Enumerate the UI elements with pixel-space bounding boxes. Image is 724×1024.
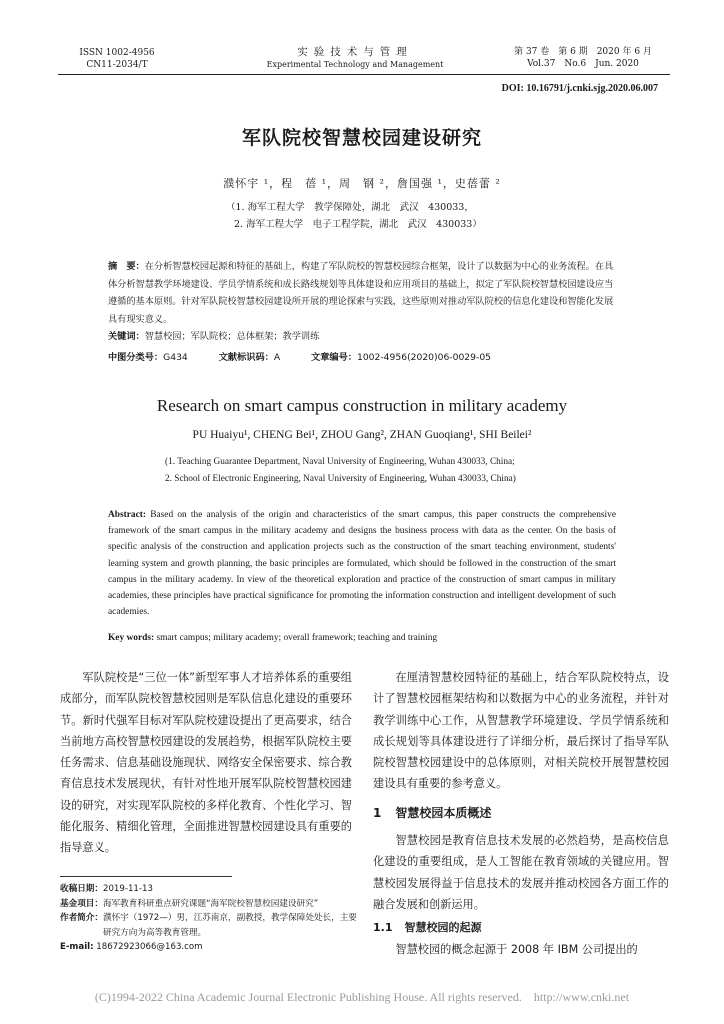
section-1-number: 1	[373, 805, 382, 820]
issue-en: Vol.37 No.6 Jun. 2020	[527, 59, 639, 69]
issn: ISSN 1002-4956	[79, 48, 155, 58]
paper-title-cn: 军队院校智慧校园建设研究	[241, 127, 482, 149]
affiliation-cn-2: 2. 海军工程大学 电子工程学院，湖北 武汉 430033）	[234, 219, 482, 230]
subsection-1-1-heading	[373, 917, 669, 938]
clc-label: 中图分类号：	[108, 352, 164, 363]
email-label: E-mail:	[60, 942, 94, 953]
abstract-cn-text: 在分析智慧校园起源和特征的基础上，构建了军队院校的智慧校园综合框架，设计了以数据为中心的业务流程。在具体分析智慧教学环境建设、学员学情系统和成长路线规划等具体建设和应用项目的基础上，拟定了军队院校智慧校园建设应当遵循的基本原则。针对军队院校智慧校园建设所开展的理论探索与实践，这些原则对推动军队院校的信息化建设和智能化发展具有现实意义。	[108, 261, 614, 325]
section-1-paragraph: 智慧校园是教育信息技术发展的必然趋势，是高校信息化建设的重要组成，是人工智能在教育领域的关键应用。智慧校园发展得益于信息技术的发展并推动校园各方面工作的融合发展和创新运用。	[373, 834, 669, 911]
keywords-cn: 智慧校园；军队院校；总体框架；教学训练	[144, 331, 320, 342]
affiliations-cn	[226, 199, 586, 233]
section-1-heading	[373, 803, 669, 824]
journal-name	[240, 46, 470, 70]
intro-paragraph: 军队院校是“三位一体”新型军事人才培养体系的重要组成部分，而军队院校智慧校园则是军队信息化建设的重要环节。新时代强军目标对军队院校建设提出了更高要求，结合当前地方高校智慧校园建设的发展趋势，根据军队院校主要任务需求、信息基础设施现状、网络安全保密要求、综合教育信息技术发展现状，有针对性地开展军队院校智慧校园建设的研究，对实现军队院校的多样化教育、个性化学习、智能化服务、精细化管理，全面推进智慧校园建设具有重要的指导意义。	[60, 671, 352, 855]
affiliation-en-2: 2. School of Electronic Engineering, Naval University of Engineering, Wuhan 430033, China)	[165, 474, 516, 484]
journal-name-cn: 实验技术与管理	[297, 46, 413, 58]
affiliation-en-1: (1. Teaching Guarantee Department, Naval University of Engineering, Wuhan 430033, China;	[165, 457, 515, 467]
overview-paragraph: 在厘清智慧校园特征的基础上，结合军队院校特点，设计了智慧校园框架结构和以数据为中心的业务流程，并针对教学训练中心工作，从智慧教学环境建设、学员学情系统和成长规划等具体建设进行了详细分析，最后探讨了指导军队院校智慧校园建设中的总体原则，对相关院校开展智慧校园建设具有重要的参考意义。	[373, 671, 669, 791]
doc-code-value: A	[273, 352, 281, 363]
keywords-en-line	[108, 633, 616, 643]
article-no-label: 文章编号：	[311, 352, 357, 363]
abstract-cn	[108, 258, 618, 346]
abstract-en-label: Abstract:	[108, 510, 147, 520]
section-1-title: 智慧校园本质概述	[395, 805, 492, 820]
received-label: 收稿日期：	[60, 884, 103, 894]
authors-en: PU Huaiyu¹, CHENG Bei¹, ZHOU Gang², ZHAN Guoqiang¹, SHI Beilei²	[192, 429, 532, 441]
header-divider	[58, 74, 670, 75]
fund-label: 基金项目：	[60, 898, 103, 909]
abstract-en	[108, 507, 616, 620]
body-left-column	[60, 667, 352, 859]
keywords-cn-label: 关键词：	[108, 331, 145, 342]
keywords-en: smart campus; military academy; overall framework; teaching and training	[156, 633, 438, 643]
journal-identifiers	[62, 47, 172, 71]
journal-name-en: Experimental Technology and Management	[266, 60, 444, 69]
cn-number: CN11-2034/T	[86, 60, 148, 70]
email-address[interactable]: 18672923066@163.com	[96, 942, 203, 953]
author-bio-label: 作者简介：	[60, 913, 103, 924]
doc-code-label: 文献标识码：	[218, 352, 274, 363]
fund-text: 海军教育科研重点研究课题“海军院校智慧校园建设研究”	[102, 898, 319, 909]
authors-cn: 濮怀宇 ¹，程 蓓 ¹，周 钢 ²，詹国强 ¹，史蓓蕾 ²	[223, 177, 501, 190]
abstract-cn-label: 摘 要：	[108, 261, 145, 272]
classification-line	[108, 349, 618, 363]
subsection-1-1-paragraph: 智慧校园的概念起源于 2008 年 IBM 公司提出的	[395, 942, 638, 956]
subsection-1-1-number: 1.1	[373, 921, 393, 935]
author-bio: 濮怀宇（1972—）男，江苏南京，副教授，教学保障处处长，主要研究方向为高等教育管理。	[102, 913, 357, 938]
footnote	[60, 882, 360, 955]
received-date: 2019-11-13	[102, 884, 153, 894]
doi[interactable]: DOI: 10.16791/j.cnki.sjg.2020.06.007	[501, 83, 658, 94]
abstract-en-text: Based on the analysis of the origin and characteristics of the smart campus, this paper constructs the comprehensive framework of the smart campus in the military academy and designs the business process with data as the center. On the basis of specific analysis of the construction and application projects such as the construction of the smart teaching environment, students' learning system and growth planning, the basic principles are formulated, which should be followed in the construction of the smart campus in the military academy. In view of the theoretical exploration and practice of the construction of smart campus in military academies, these principles have practical significance for promoting the information construction and intelligent development of such academies.	[108, 510, 616, 618]
body-right-column	[373, 667, 669, 960]
cnki-footer: (C)1994-2022 China Academic Journal Electronic Publishing House. All rights reserved. http://www.cnki.net	[94, 990, 630, 1004]
issue-cn: 第 37 卷 第 6 期 2020 年 6 月	[514, 47, 652, 57]
affiliation-cn-1: （1. 海军工程大学 教学保障处，湖北 武汉 430033，	[226, 202, 474, 213]
clc-value: G434	[163, 352, 188, 363]
keywords-en-label: Key words:	[108, 633, 155, 643]
issue-info	[498, 46, 668, 70]
affiliations-en	[165, 454, 625, 488]
paper-title-en: Research on smart campus construction in military academy	[156, 396, 568, 415]
article-no-value: 1002-4956(2020)06-0029-05	[356, 352, 492, 363]
subsection-1-1-title: 智慧校园的起源	[404, 921, 482, 935]
footnote-divider	[60, 876, 232, 877]
